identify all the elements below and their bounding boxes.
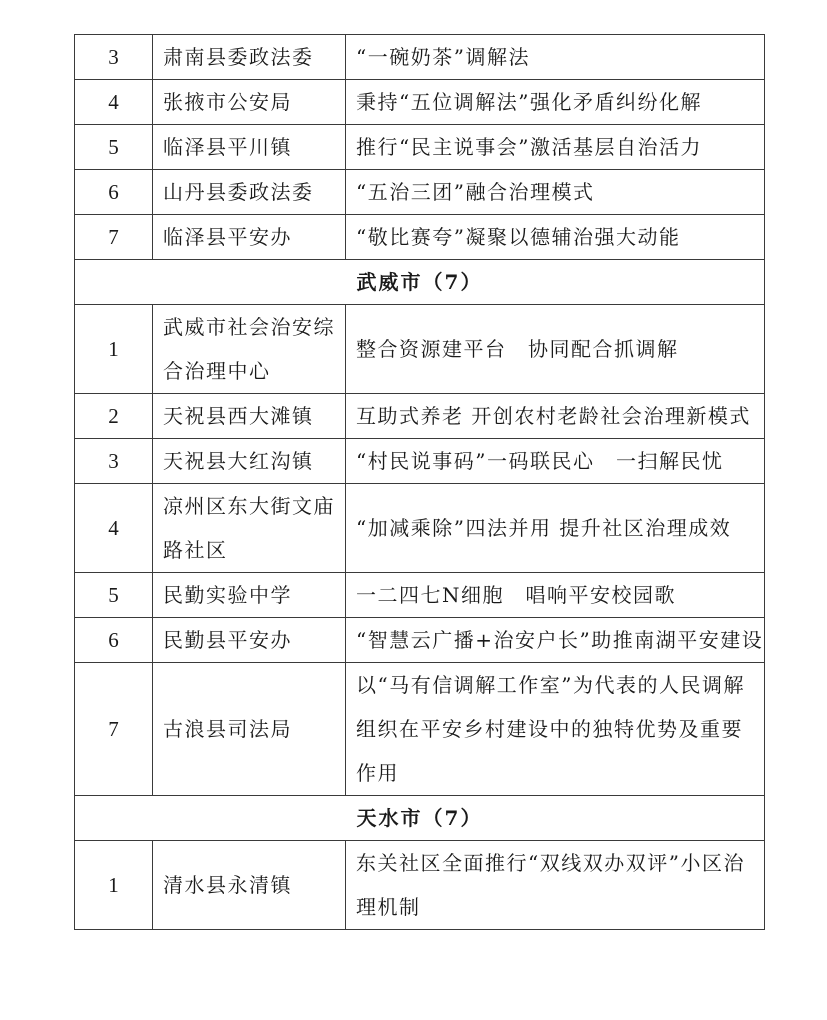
table-row [75, 170, 765, 215]
unit-name: 张掖市公安局 [153, 80, 346, 125]
section-header-row [75, 260, 765, 305]
row-number: 5 [75, 573, 153, 618]
row-number: 3 [75, 439, 153, 484]
unit-name: 天祝县大红沟镇 [153, 439, 346, 484]
row-number: 7 [75, 663, 153, 796]
case-title: 以“马有信调解工作室”为代表的人民调解组织在平安乡村建设中的独特优势及重要作用 [346, 663, 765, 796]
row-number: 5 [75, 125, 153, 170]
row-number: 2 [75, 394, 153, 439]
row-number: 1 [75, 305, 153, 394]
unit-name: 天祝县西大滩镇 [153, 394, 346, 439]
case-title: “村民说事码”一码联民心 一扫解民忧 [346, 439, 765, 484]
unit-name: 武威市社会治安综合治理中心 [153, 305, 346, 394]
unit-name: 民勤县平安办 [153, 618, 346, 663]
case-title: “五治三团”融合治理模式 [346, 170, 765, 215]
unit-name: 临泽县平安办 [153, 215, 346, 260]
case-title: “一碗奶茶”调解法 [346, 35, 765, 80]
case-title: “敬比赛夸”凝聚以德辅治强大动能 [346, 215, 765, 260]
unit-name: 临泽县平川镇 [153, 125, 346, 170]
case-title: “智慧云广播+治安户长”助推南湖平安建设 [346, 618, 765, 663]
table-row [75, 841, 765, 930]
case-title: 推行“民主说事会”激活基层自治活力 [346, 125, 765, 170]
table-row [75, 573, 765, 618]
unit-name: 清水县永清镇 [153, 841, 346, 930]
row-number: 6 [75, 618, 153, 663]
section-header-row [75, 796, 765, 841]
section-header: 天水市（7） [75, 796, 765, 841]
table-row [75, 35, 765, 80]
table-row [75, 80, 765, 125]
unit-name: 民勤实验中学 [153, 573, 346, 618]
unit-name: 山丹县委政法委 [153, 170, 346, 215]
table-row [75, 125, 765, 170]
case-title: 整合资源建平台 协同配合抓调解 [346, 305, 765, 394]
case-title: “加减乘除”四法并用 提升社区治理成效 [346, 484, 765, 573]
row-number: 3 [75, 35, 153, 80]
case-title: 互助式养老 开创农村老龄社会治理新模式 [346, 394, 765, 439]
case-title: 秉持“五位调解法”强化矛盾纠纷化解 [346, 80, 765, 125]
row-number: 4 [75, 80, 153, 125]
table-row [75, 305, 765, 394]
table-row [75, 484, 765, 573]
table-row [75, 215, 765, 260]
row-number: 1 [75, 841, 153, 930]
table-row [75, 663, 765, 796]
table-row [75, 439, 765, 484]
row-number: 4 [75, 484, 153, 573]
unit-name: 肃南县委政法委 [153, 35, 346, 80]
unit-name: 凉州区东大街文庙路社区 [153, 484, 346, 573]
unit-name: 古浪县司法局 [153, 663, 346, 796]
case-title: 东关社区全面推行“双线双办双评”小区治理机制 [346, 841, 765, 930]
row-number: 6 [75, 170, 153, 215]
table-row [75, 618, 765, 663]
table-row [75, 394, 765, 439]
award-list-table [74, 34, 765, 930]
section-header: 武威市（7） [75, 260, 765, 305]
case-title: 一二四七N细胞 唱响平安校园歌 [346, 573, 765, 618]
row-number: 7 [75, 215, 153, 260]
